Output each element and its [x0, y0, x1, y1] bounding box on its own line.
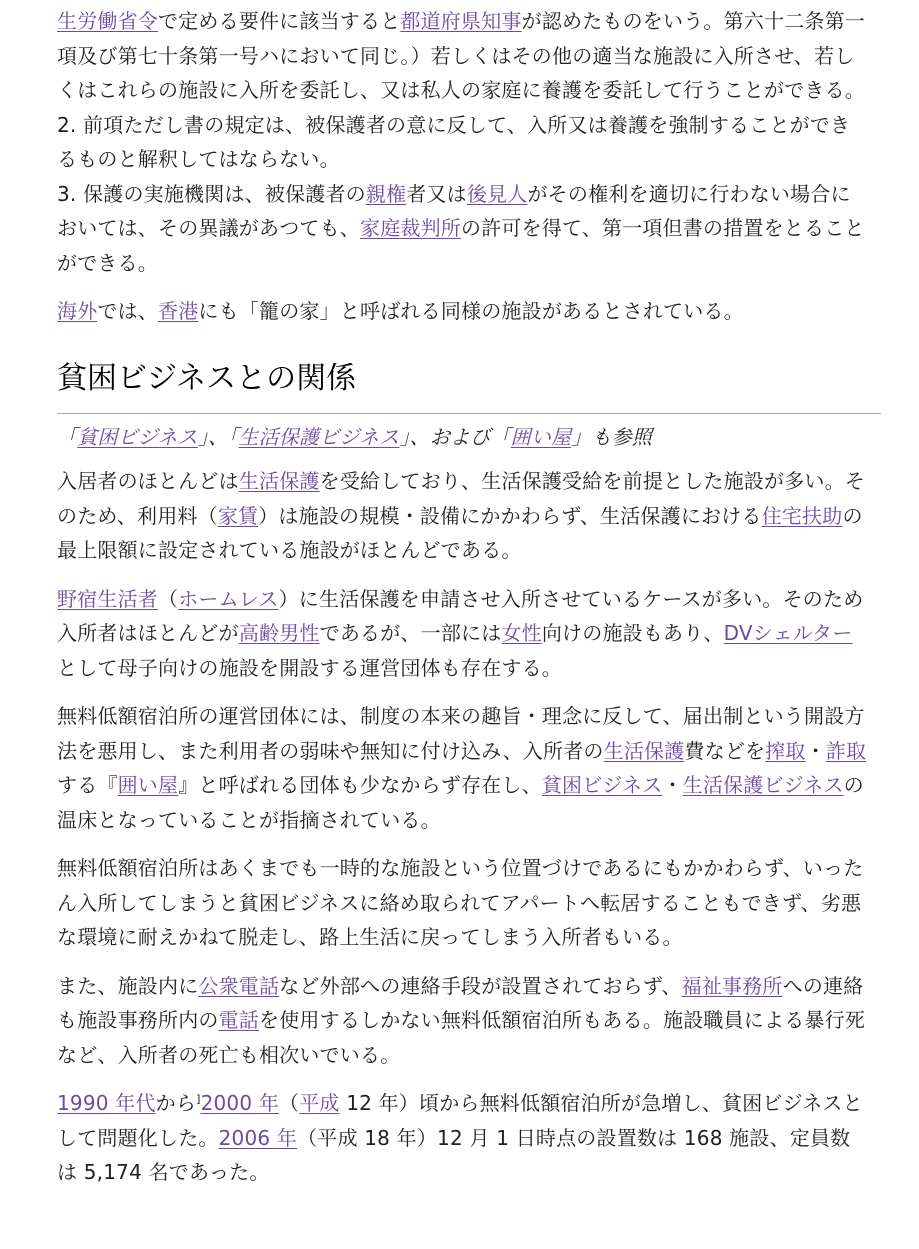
wiki-link[interactable]: 都道府県知事 [400, 9, 522, 33]
text-run: など外部への連絡手段が設置されておらず、 [279, 973, 682, 998]
body-paragraph-4 [57, 851, 869, 955]
see-also-hatnote [57, 420, 869, 455]
wiki-link[interactable]: 家庭裁判所 [360, 216, 461, 240]
text-run: を使用するしかない無料低額宿泊所もある。施設職員による暴行死など、入所者の死亡も相次いでいる。 [57, 1008, 866, 1067]
wiki-link[interactable]: 親権 [365, 181, 407, 206]
text-run: への連絡も施設事務所内の [57, 973, 864, 1032]
wiki-link[interactable]: 生労働省令 [57, 9, 158, 33]
wiki-link[interactable]: 生活保護 [238, 469, 320, 493]
law-paragraph-1 [57, 4, 869, 108]
text-run: で定める要件に該当すると [158, 9, 401, 33]
text-run: にも「籠の家」と呼ばれる同様の施設があるとされている。 [198, 299, 744, 323]
text-run: 3. 保護の実施機関は、被保護者の [57, 181, 366, 206]
wiki-link[interactable]: 囲い屋 [510, 424, 572, 449]
text-run: 向けの施設もあり、 [541, 621, 724, 645]
law-paragraph-2 [57, 108, 869, 177]
wiki-link[interactable]: 囲い屋 [117, 773, 179, 797]
overseas-paragraph [57, 294, 869, 329]
body-paragraph-1 [57, 464, 869, 568]
wiki-link[interactable]: 生活保護 [603, 738, 685, 763]
text-run: 入居者のほとんどは [57, 469, 239, 493]
text-run: 無料低額宿泊所の運営団体には、制度の本来の趣旨・理念に反して、届出制という開設方法を悪用し、また利用者の弱味や無知に付け込み、入所者の [57, 704, 865, 763]
text-run: 12 年）頃から無料低額宿泊所が急増し、貧困ビジネスとして問題化した。 [57, 1091, 863, 1150]
wiki-link[interactable]: 住宅扶助 [761, 503, 843, 528]
text-run: する『 [57, 773, 118, 797]
text-run: がその権利を適切に行わない場合においては、その異議があつても、 [57, 181, 851, 240]
text-run: であるが、一部には [319, 621, 502, 645]
text-run: から [155, 1091, 197, 1115]
wiki-link[interactable]: 福祉事務所 [681, 973, 783, 998]
text-run: ）に生活保護を申請させ入所させているケースが多い。そのため入所者はほとんどが [57, 586, 864, 645]
body-paragraph-6 [57, 1086, 869, 1190]
text-run: 無料低額宿泊所はあくまでも一時的な施設という位置づけであるにもかかわらず、いったん入所してしまうと貧困ビジネスに絡め取られてアパートへ転居することもできず、劣悪な環境に耐えかねて脱走し、路上生活に戻ってしまう入所者もいる。 [57, 856, 864, 949]
wiki-link[interactable]: 高齢男性 [238, 621, 320, 645]
wiki-link[interactable]: 海外 [57, 299, 98, 323]
text-run: を受給しており、生活保護受給を前提とした施設が多い。そのため、利用料（ [57, 469, 866, 528]
text-run: （平成 18 年）12 月 1 日時点の設置数は 168 施設、定員数は 5,174 名であった。 [57, 1125, 851, 1184]
text-run: 者又は [406, 181, 467, 206]
reference-marker[interactable]: ] [196, 1092, 201, 1106]
law-paragraph-3 [57, 177, 869, 281]
body-paragraph-3 [57, 699, 869, 837]
text-run: ・ [662, 773, 683, 797]
wiki-link[interactable]: 女性 [501, 621, 542, 645]
wiki-link[interactable]: 生活保護ビジネス [682, 773, 844, 797]
text-run: として母子向けの施設を開設する運営団体も存在する。 [57, 655, 562, 680]
text-run: の許可を得て、第一項但書の措置をとることができる。 [57, 216, 865, 275]
text-run: 「 [57, 424, 78, 449]
wiki-link[interactable]: 野宿生活者 [57, 586, 158, 611]
wiki-link[interactable]: DVシェルター [723, 621, 853, 645]
wiki-link[interactable]: 後見人 [466, 181, 528, 206]
text-run: が認めたものをいう。第六十二条第一項及び第七十条第一号ハにおいて同じ。）若しくはその他の適当な施設に入所させ、若しくはこれらの施設に入所を委託し、又は私人の家庭に養護を委託して行うことができる。 [57, 9, 866, 102]
wiki-link[interactable]: 電話 [218, 1008, 260, 1032]
text-run: では、 [97, 299, 159, 323]
text-run: （ [279, 1091, 300, 1115]
wiki-link[interactable]: 搾取 [765, 738, 806, 763]
text-run: 費などを [684, 738, 766, 763]
wiki-link[interactable]: 香港 [158, 299, 199, 323]
text-run: 』と呼ばれる団体も少なからず存在し、 [178, 773, 542, 797]
body-paragraph-2 [57, 582, 869, 686]
wiki-link[interactable]: 貧困ビジネス [77, 424, 198, 449]
wiki-link[interactable]: 2000 年 [200, 1091, 280, 1115]
wiki-link[interactable]: 貧困ビジネス [541, 773, 663, 797]
text-run: ・ [805, 738, 826, 763]
wiki-link[interactable]: 家賃 [217, 503, 259, 528]
law-excerpt [57, 4, 869, 280]
text-run: の温床となっていることが指摘されている。 [57, 773, 864, 832]
text-run: （ [158, 586, 179, 611]
text-run: 」、および「 [399, 424, 511, 449]
wiki-link[interactable]: 詐取 [825, 738, 867, 763]
text-run: 」、「 [197, 424, 239, 449]
text-run: ）は施設の規模・設備にかかわらず、生活保護における [258, 503, 762, 528]
wiki-link[interactable]: 2006 年 [218, 1125, 298, 1150]
wiki-link[interactable]: ホームレス [178, 586, 279, 611]
body-paragraph-5 [57, 969, 869, 1073]
text-run: の最上限額に設定されている施設がほとんどである。 [57, 503, 863, 562]
wiki-link[interactable]: 平成 [299, 1091, 340, 1115]
wiki-link[interactable]: 生活保護ビジネス [238, 424, 400, 449]
wiki-link[interactable]: 1990 年代 [57, 1091, 156, 1115]
section-heading: 貧困ビジネスとの関係 [57, 357, 881, 414]
text-run: 」も参照 [571, 424, 653, 449]
text-run: 2. 前項ただし書の規定は、被保護者の意に反して、入所又は養護を強制することができるものと解釈してはならない。 [57, 112, 851, 171]
wiki-link[interactable]: 公衆電話 [198, 973, 280, 998]
text-run: また、施設内に [57, 973, 199, 998]
